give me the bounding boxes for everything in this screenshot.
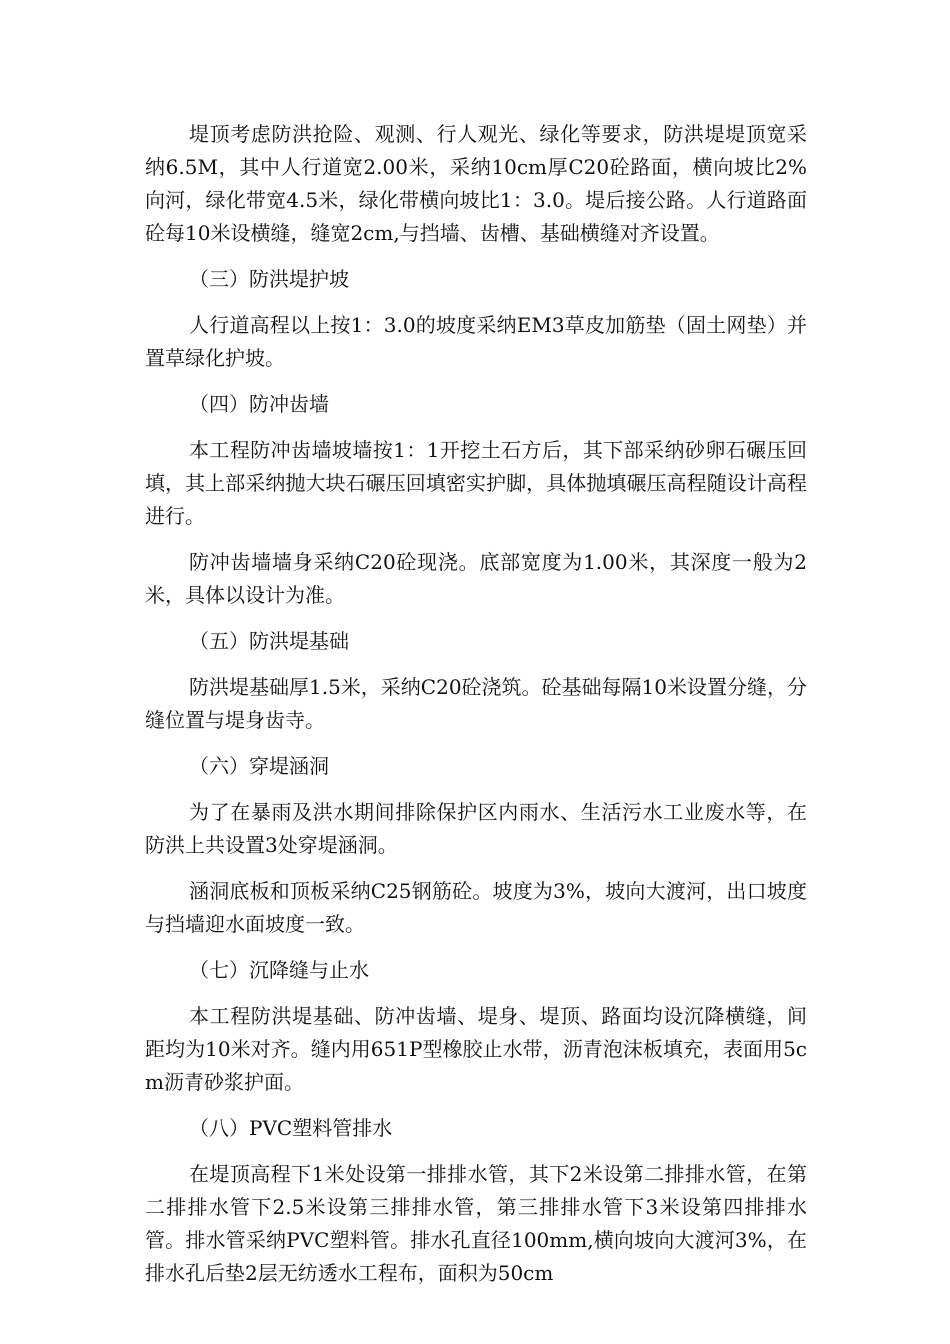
paragraph-anti-scour-body: 防冲齿墙墙身采纳C20砼现浇。底部宽度为1.00米，其深度一般为2米，具体以设计为准。	[145, 550, 807, 607]
paragraph-embankment-top: 堤顶考虑防洪抢险、观测、行人观光、绿化等要求，防洪堤堤顶宽采纳6.5M，其中人行道宽2.00米，采纳10cm厚C20砼路面，横向坡比2%向河，绿化带宽4.5米，绿化带横向坡比1：3.0。堤后接公路。人行道路面砼每10米设横缝，缝宽2cm,与挡墙、齿槽、基础横缝对齐设置。	[145, 122, 807, 245]
paragraph-foundation: 防洪堤基础厚1.5米，采纳C20砼浇筑。砼基础每隔10米设置分缝，分缝位置与堤身齿寺。	[145, 675, 808, 732]
document-body	[145, 118, 807, 1303]
paragraph-pvc-drainage: 在堤顶高程下1米处设第一排排水管，其下2米设第二排排水管，在第二排排水管下2.5米设第三排排水管，第三排排水管下3米设第四排排水管。排水管采纳PVC塑料管。排水孔直径100mm,横向坡向大渡河3%，在排水孔后垫2层无纺透水工程布，面积为50cm	[145, 1162, 807, 1285]
heading-culvert: （六）穿堤涵洞	[189, 754, 329, 778]
paragraph-revetment: 人行道高程以上按1：3.0的坡度采纳EM3草皮加筋垫（固土网垫）并置草绿化护坡。	[145, 313, 807, 370]
paragraph-culvert-slab: 涵洞底板和顶板采纳C25钢筋砼。坡度为3%，坡向大渡河，出口坡度与挡墙迎水面坡度一致。	[145, 879, 807, 936]
paragraph-settlement-joint: 本工程防洪堤基础、防冲齿墙、堤身、堤顶、路面均设沉降横缝，间距均为10米对齐。缝内用651P型橡胶止水带，沥青泡沫板填充，表面用5cm沥青砂浆护面。	[145, 1004, 807, 1094]
paragraph-anti-scour-backfill: 本工程防冲齿墙坡墙按1：1开挖土石方后，其下部采纳砂卵石碾压回填，其上部采纳抛大块石碾压回填密实护脚，具体抛填碾压高程随设计高程进行。	[145, 438, 807, 528]
heading-pvc-drainage: （八）PVC塑料管排水	[189, 1116, 393, 1140]
heading-anti-scour-wall: （四）防冲齿墙	[189, 392, 329, 416]
heading-settlement-joint: （七）沉降缝与止水	[189, 958, 369, 982]
heading-foundation: （五）防洪堤基础	[189, 629, 349, 653]
heading-revetment: （三）防洪堤护坡	[189, 267, 349, 291]
paragraph-culvert-purpose: 为了在暴雨及洪水期间排除保护区内雨水、生活污水工业废水等，在防洪上共设置3处穿堤涵洞。	[145, 800, 807, 857]
